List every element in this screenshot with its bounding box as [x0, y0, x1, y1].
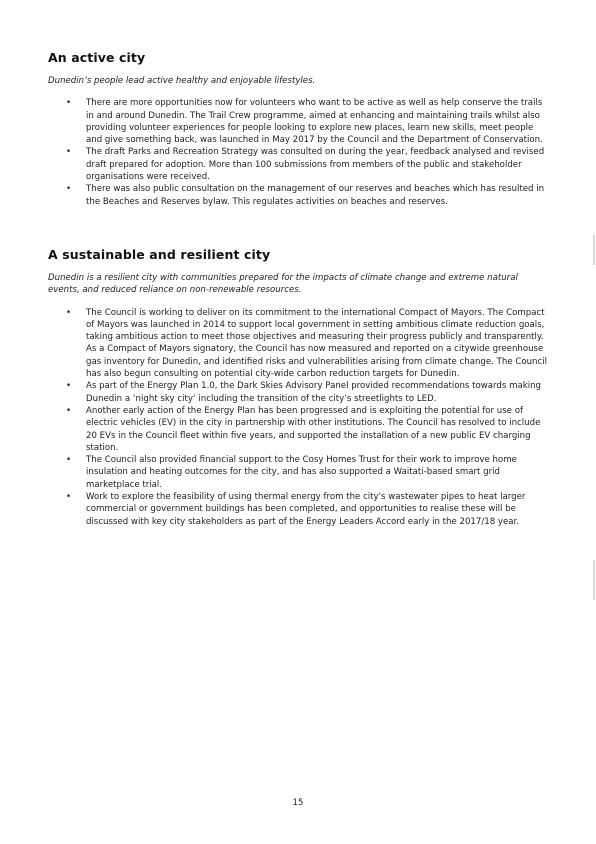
list-item [48, 491, 548, 528]
section-sustainable-city [48, 247, 548, 528]
list-item [48, 307, 548, 381]
page-number: 15 [292, 798, 304, 808]
section-heading: A sustainable and resilient city [48, 247, 271, 262]
section-intro: Dunedin’s people lead active healthy and enjoyable lifestyles. [48, 76, 316, 86]
bullet-icon: • [66, 184, 72, 195]
bullet-icon: • [66, 98, 72, 109]
bullet-list [48, 307, 548, 528]
list-item-text: There are more opportunities now for volunteers who want to be active as well as help conserve the trails in and around Dunedin. The Trail Crew programme, aimed at enhancing and maintaining trails whilst also providing volunteer experiences for people looking to explore new places, learn new skills, meet people and give something back, was launched in May 2017 by the Council and the Department of Conservation. [86, 98, 543, 146]
bullet-icon: • [66, 307, 72, 318]
bullet-icon: • [66, 147, 72, 158]
bullet-icon: • [66, 381, 72, 392]
list-item [48, 146, 548, 183]
list-item [48, 183, 548, 208]
bullet-list [48, 97, 548, 208]
bullet-icon: • [66, 492, 72, 503]
list-item-text: The draft Parks and Recreation Strategy was consulted on during the year, feedback analysed and revised draft prepared for adoption. More than 100 submissions from members of the public and stakeholder organisations were received. [86, 147, 545, 183]
list-item-text: The Council is working to deliver on its commitment to the international Compact of Mayors. The Compact of Mayors was launched in 2014 to support local government in setting ambitious climate reduction goals, taking ambitious action to meet those objectives and measuring their progress publicly and transparently. As a Compact of Mayors signatory, the Council has now measured and reported on a citywide greenhouse gas inventory for Dunedin, and identified risks and vulnerabilities arising from climate change. The Council has also begun consulting on potential city-wide carbon reduction targets for Dunedin. [86, 307, 547, 380]
list-item [48, 405, 548, 454]
list-item [48, 97, 548, 146]
list-item-text: The Council also provided financial support to the Cosy Homes Trust for their work to improve home insulation and heating outcomes for the city, and has also supported a Waitati-based smart grid marketplace trial. [86, 455, 517, 490]
list-item-text: There was also public consultation on the management of our reserves and beaches which has resulted in the Beaches and Reserves bylaw. This regulates activities on beaches and reserves. [86, 184, 545, 207]
list-item-text: Work to explore the feasibility of using thermal energy from the city's wastewater pipes to heat larger commercial or government buildings has been completed, and opportunities to realise these will be discussed with key city stakeholders as part of the Energy Leaders Accord early in the 2017/18 year. [86, 492, 526, 527]
list-item [48, 454, 548, 491]
list-item [48, 380, 548, 405]
list-item-text: As part of the Energy Plan 1.0, the Dark Skies Advisory Panel provided recommendations towards making Dunedin a ‘night sky city’ including the transition of the city’s streetlights to LED. [86, 381, 542, 404]
section-intro: Dunedin is a resilient city with communities prepared for the impacts of climate change and extreme natural events, and reduced reliance on non-renewable resources. [48, 273, 518, 296]
scan-edge-mark [593, 235, 595, 265]
scan-edge-mark [593, 560, 595, 600]
section-heading: An active city [48, 50, 146, 65]
list-item-text: Another early action of the Energy Plan has been progressed and is exploiting the potential for use of electric vehicles (EV) in the city in partnership with other institutions. The Council has resolved to include 20 EVs in the Council fleet within five years, and supported the installation of a new public EV charging station. [86, 405, 541, 453]
bullet-icon: • [66, 455, 72, 466]
section-active-city [48, 50, 548, 208]
bullet-icon: • [66, 405, 72, 416]
